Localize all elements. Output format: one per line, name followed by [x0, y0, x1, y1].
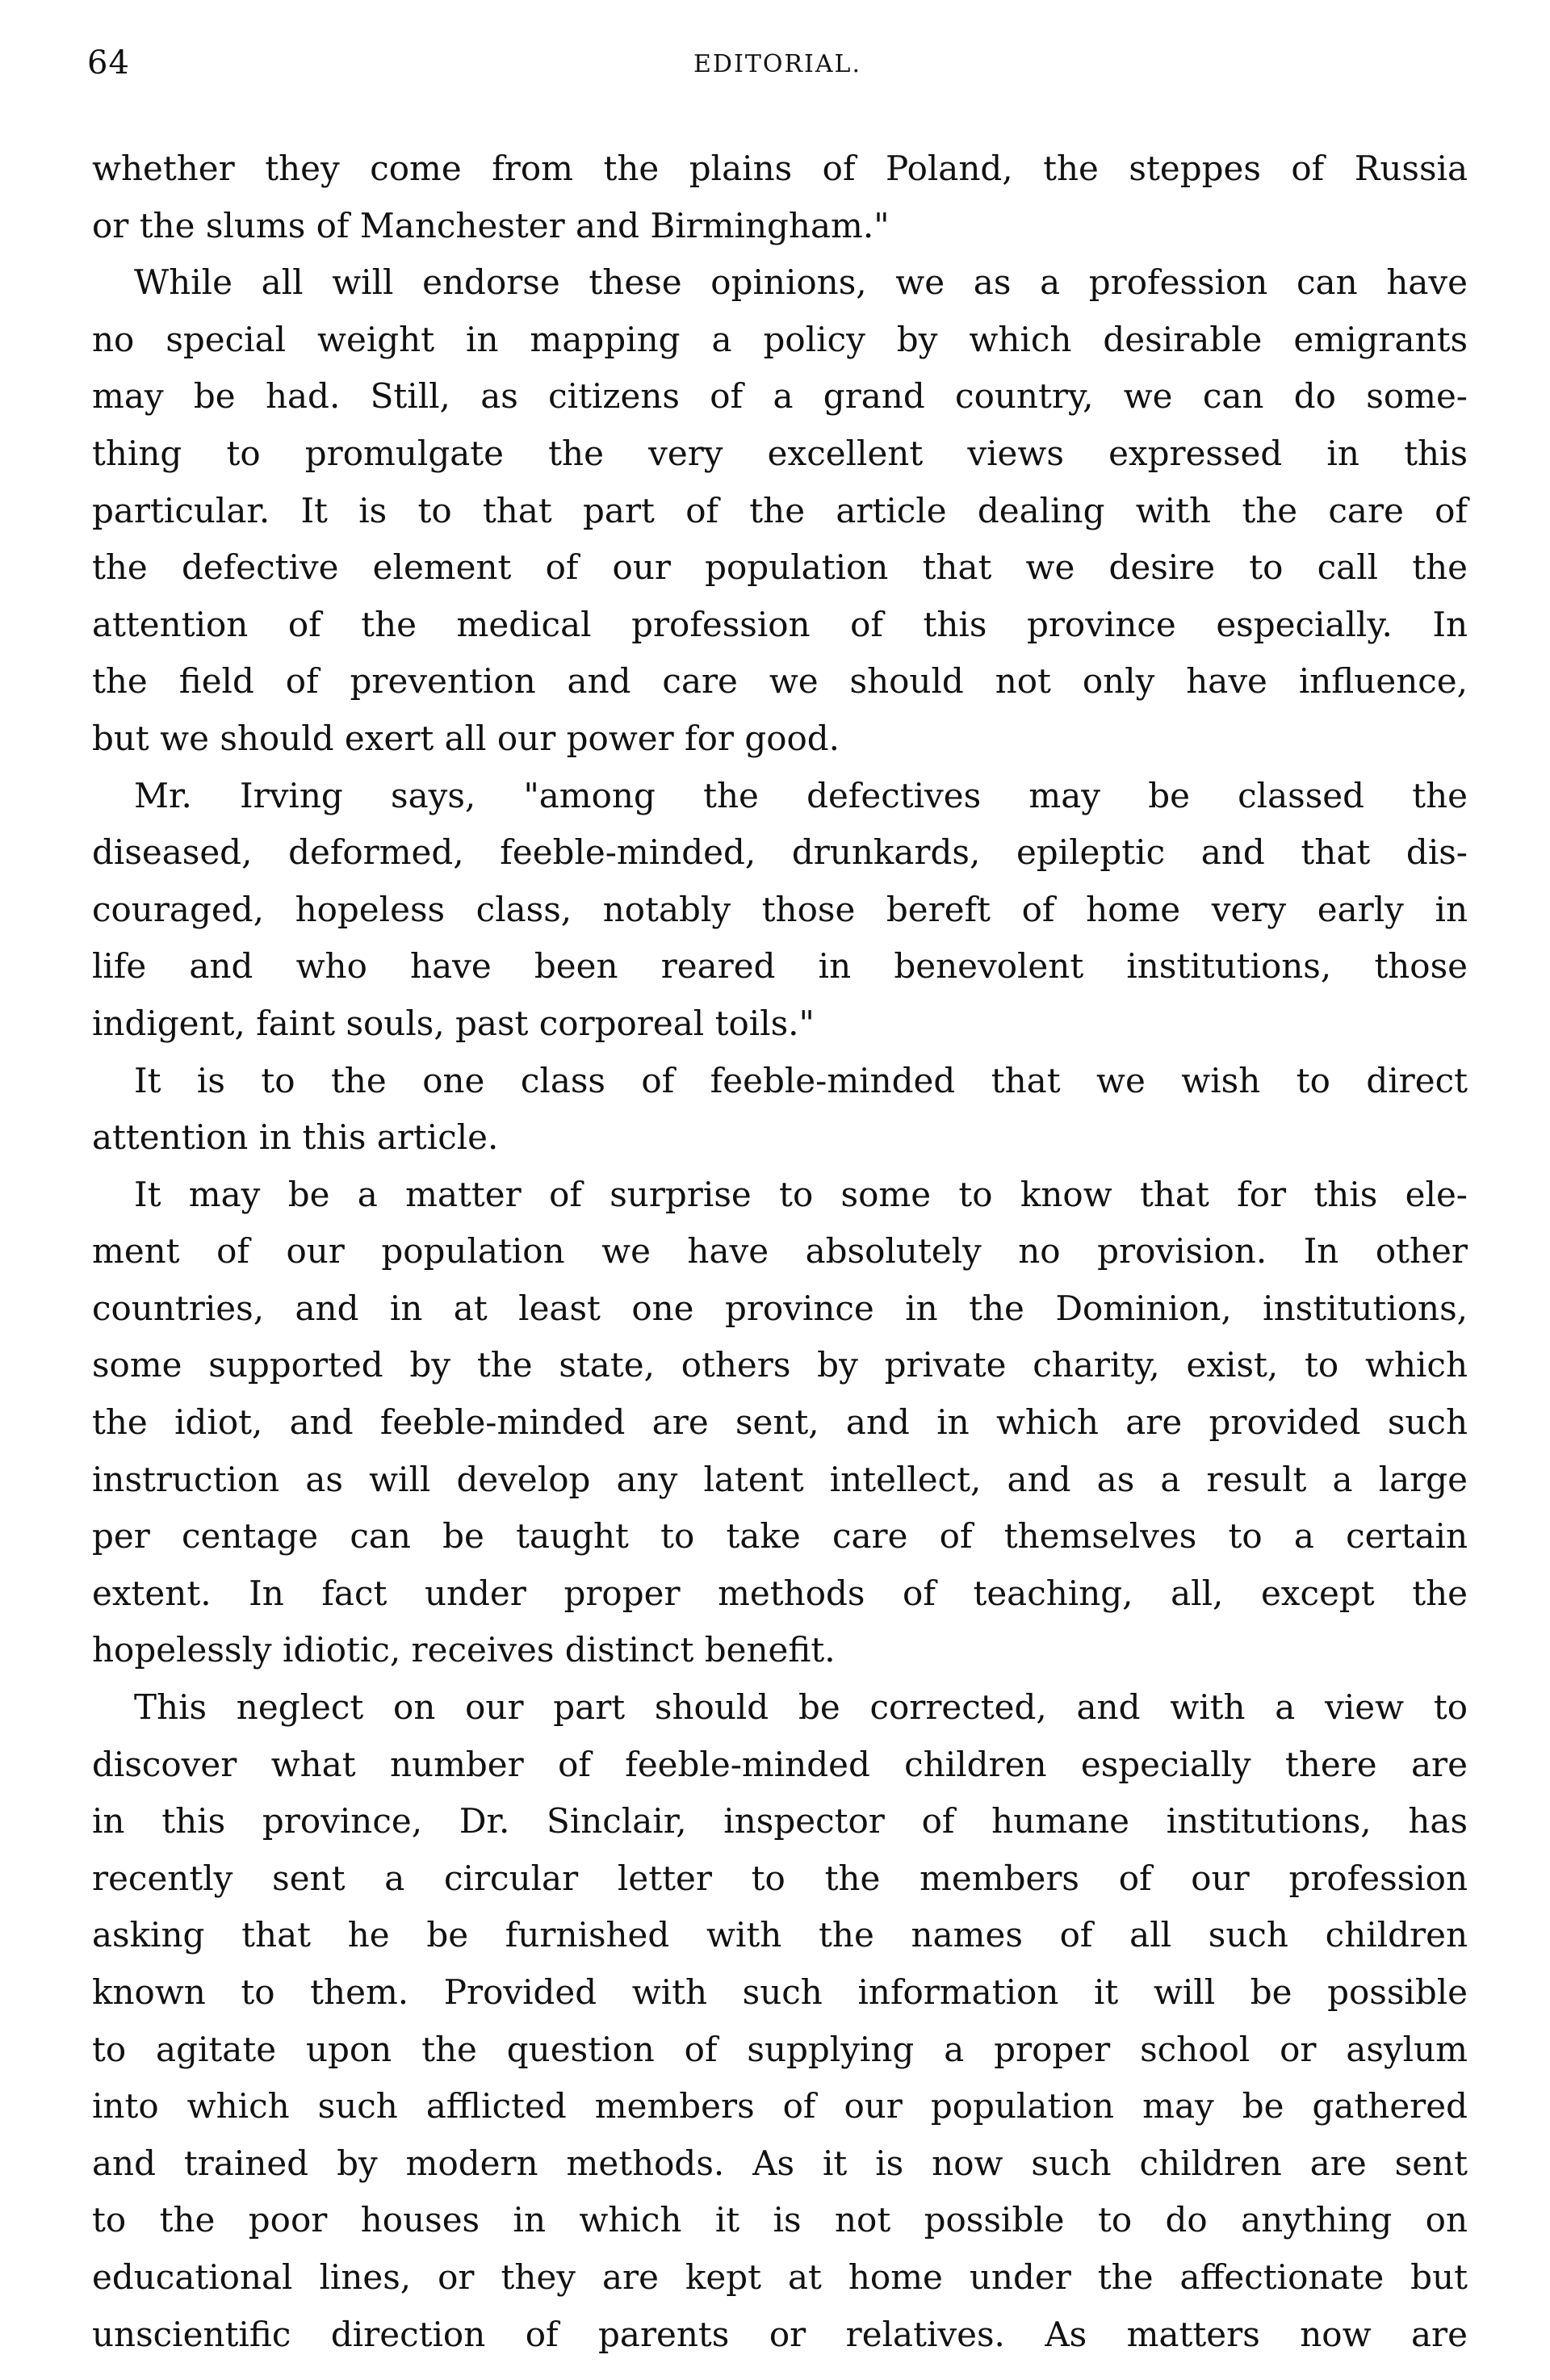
text-line: may be had. Still, as citizens of a grand country, we can do some- — [92, 376, 1468, 417]
running-head: EDITORIAL. — [693, 50, 861, 78]
text-line: This neglect on our part should be corrected, and with a view to — [134, 1687, 1468, 1728]
text-line: recently sent a circular letter to the members of our profession — [92, 1858, 1468, 1898]
text-line: educational lines, or they are kept at home under the affectionate but — [92, 2256, 1468, 2297]
text-line: some supported by the state, others by private charity, exist, to which — [92, 1345, 1468, 1385]
text-line: and trained by modern methods. As it is now such children are sent — [92, 2143, 1468, 2183]
page-header — [87, 40, 1468, 89]
text-line: in this province, Dr. Sinclair, inspector of humane institutions, has — [92, 1801, 1468, 1842]
text-line: indigent, faint souls, past corporeal toils." — [92, 1003, 815, 1043]
text-line: hopelessly idiotic, receives distinct benefit. — [92, 1630, 836, 1670]
text-line: to agitate upon the question of supplying a proper school or asylum — [92, 2029, 1468, 2069]
text-line: per centage can be taught to take care of themselves to a certain — [92, 1516, 1468, 1557]
text-line: extent. In fact under proper methods of teaching, all, except the — [92, 1573, 1468, 1613]
page-number: 64 — [87, 44, 130, 82]
text-line: particular. It is to that part of the article dealing with the care of — [92, 490, 1468, 530]
text-line: unscientific direction of parents or relatives. As matters now are — [92, 2314, 1468, 2354]
text-line: It is to the one class of feeble-minded that we wish to direct — [134, 1060, 1468, 1100]
text-line: attention in this article. — [92, 1117, 499, 1158]
text-line: whether they come from the plains of Poland, the steppes of Russia — [92, 149, 1468, 188]
text-line: Mr. Irving says, "among the defectives may be classed the — [134, 775, 1468, 815]
text-line: discover what number of feeble-minded children especially there are — [92, 1744, 1468, 1784]
text-line: diseased, deformed, feeble-minded, drunkards, epileptic and that dis- — [92, 832, 1468, 873]
body-text — [92, 140, 1468, 2363]
text-line: It may be a matter of surprise to some to know that for this ele- — [134, 1174, 1468, 1214]
text-line: or the slums of Manchester and Birmingham." — [92, 205, 890, 245]
text-line: the idiot, and feeble-minded are sent, and in which are provided such — [92, 1402, 1468, 1443]
text-line: the defective element of our population that we desire to call the — [92, 547, 1468, 588]
text-line: While all will endorse these opinions, we as a profession can have — [134, 262, 1468, 303]
text-line: but we should exert all our power for good. — [92, 718, 840, 758]
text-line: attention of the medical profession of this province especially. In — [92, 604, 1468, 644]
text-line: into which such afflicted members of our population may be gathered — [92, 2086, 1468, 2126]
text-line: to the poor houses in which it is not possible to do anything on — [92, 2200, 1468, 2240]
text-line: countries, and in at least one province in the Dominion, institutions, — [92, 1288, 1468, 1328]
text-line: thing to promulgate the very excellent views expressed in this — [92, 433, 1468, 473]
text-line: asking that he be furnished with the names of all such children — [92, 1915, 1468, 1955]
text-line: known to them. Provided with such information it will be possible — [92, 1972, 1468, 2012]
text-line: life and who have been reared in benevolent institutions, those — [92, 946, 1468, 987]
text-line: ment of our population we have absolutely no provision. In other — [92, 1231, 1468, 1272]
text-line: no special weight in mapping a policy by which desirable emigrants — [92, 319, 1468, 359]
text-line: couraged, hopeless class, notably those bereft of home very early in — [92, 889, 1468, 929]
text-line: instruction as will develop any latent intellect, and as a result a large — [92, 1459, 1468, 1499]
text-line: the field of prevention and care we should not only have influence, — [92, 661, 1468, 702]
